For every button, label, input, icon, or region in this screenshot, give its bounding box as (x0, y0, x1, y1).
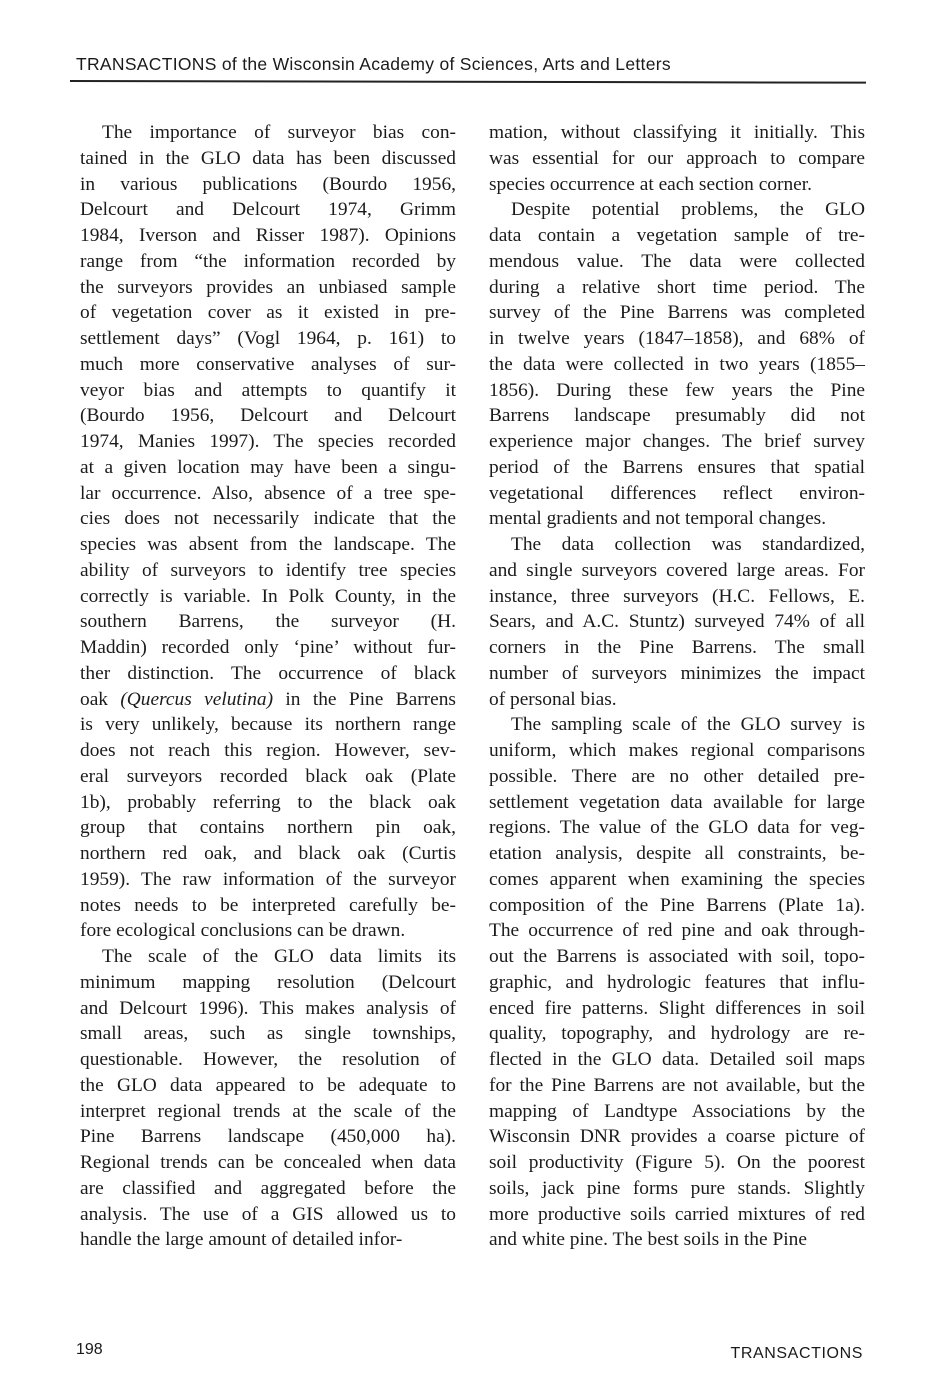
paragraph (489, 532, 865, 712)
text-line: mapping of Landtype Associations by the (489, 1100, 865, 1122)
text-line: uniform, which makes regional comparisons (489, 740, 865, 761)
text-line: out the Barrens is associated with soil, topo- (489, 946, 865, 967)
text-line: are classified and aggregated before the (80, 1177, 456, 1199)
text-line: southern Barrens, the surveyor (H. (80, 611, 456, 633)
text-line: more productive soils carried mixtures of red (489, 1203, 865, 1225)
text-line: 1856). During these few years the Pine (489, 379, 865, 401)
text-line: Wisconsin DNR provides a coarse picture of (489, 1126, 865, 1148)
text-line: is very unlikely, because its northern range (80, 714, 456, 736)
text-line: experience major changes. The brief survey (489, 431, 865, 452)
text-line: The sampling scale of the GLO survey is (511, 714, 865, 736)
text-line: etation analysis, despite all constraints, be- (489, 843, 865, 864)
text-line: eral surveyors recorded black oak (Plate (80, 765, 456, 787)
text-line: Maddin) recorded only ‘pine’ without fur- (80, 637, 456, 658)
text-line: Barrens landscape presumably did not (489, 405, 865, 427)
text-line: mation, without classifying it initially. This (489, 122, 865, 143)
text-line: and Delcourt 1996). This makes analysis of (80, 997, 456, 1019)
text-line: in various publications (Bourdo 1956, (80, 173, 456, 195)
text-line: the data were collected in two years (1855– (489, 353, 865, 375)
text-line: quality, topography, and hydrology are re- (489, 1023, 865, 1045)
paragraph (489, 712, 865, 1253)
text-line: cies does not necessarily indicate that the (80, 508, 456, 530)
text-line: mendous value. The data were collected (489, 250, 865, 272)
text-line: during a relative short time period. The (489, 276, 865, 298)
text-line: in twelve years (1847–1858), and 68% of (489, 328, 865, 349)
text-line: settlement days” (Vogl 1964, p. 161) to (80, 328, 456, 349)
text-line: ther distinction. The occurrence of black (80, 662, 456, 684)
text-line: Delcourt and Delcourt 1974, Grimm (80, 199, 456, 221)
text-line: the surveyors provides an unbiased sample (80, 276, 456, 298)
text-line: soil productivity (Figure 5). On the poorest (489, 1152, 865, 1173)
text-line: and single surveyors covered large areas. For (489, 559, 865, 581)
text-line: composition of the Pine Barrens (Plate 1a). (489, 894, 865, 916)
text-line: tained in the GLO data has been discussed (80, 147, 456, 169)
text-line: correctly is variable. In Polk County, in the (80, 585, 456, 607)
text-line: the GLO data appeared to be adequate to (80, 1074, 456, 1096)
text-line: graphic, and hydrologic features that influ- (489, 971, 865, 993)
text-line: of personal bias. (489, 688, 617, 710)
text-line: lar occurrence. Also, absence of a tree spe- (80, 482, 456, 504)
text-line: 1959). The raw information of the surveyor (80, 868, 456, 890)
text-line: interpret regional trends at the scale of the (80, 1100, 456, 1122)
text-line: and white pine. The best soils in the Pine (489, 1229, 807, 1251)
text-line: notes needs to be interpreted carefully be- (80, 894, 456, 916)
text-line: enced fire patterns. Slight differences in soil (489, 997, 865, 1019)
text-line: veyor bias and attempts to quantify it (80, 379, 456, 401)
text-line: flected in the GLO data. Detailed soil maps (489, 1049, 865, 1070)
text-line: mental gradients and not temporal changes. (489, 508, 827, 530)
text-line: for the Pine Barrens are not available, but the (489, 1074, 865, 1096)
header-rule (70, 80, 866, 84)
text-line: oak (Quercus velutina) in the Pine Barrens (80, 688, 456, 710)
text-line: minimum mapping resolution (Delcourt (80, 971, 456, 993)
text-line: does not reach this region. However, sev- (80, 740, 456, 761)
text-line: at a given location may have been a singu- (80, 456, 456, 478)
text-line: group that contains northern pin oak, (80, 817, 456, 839)
text-line: range from “the information recorded by (80, 250, 456, 272)
text-line: The data collection was standardized, (511, 534, 865, 555)
text-line: Pine Barrens landscape (450,000 ha). (80, 1126, 456, 1148)
text-line: analysis. The use of a GIS allowed us to (80, 1203, 456, 1225)
text-line: Regional trends can be concealed when data (80, 1152, 456, 1173)
text-line: much more conservative analyses of sur- (80, 353, 456, 375)
text-line: (Bourdo 1956, Delcourt and Delcourt (80, 405, 456, 427)
text-line: 1974, Manies 1997). The species recorded (80, 431, 456, 452)
text-line: instance, three surveyors (H.C. Fellows, E. (489, 585, 865, 607)
paragraph (489, 197, 865, 532)
text-line: The scale of the GLO data limits its (102, 946, 456, 967)
text-line: survey of the Pine Barrens was completed (489, 302, 865, 324)
text-line: ability of surveyors to identify tree species (80, 559, 456, 581)
text-line: possible. There are no other detailed pre- (489, 765, 865, 787)
text-line: regions. The value of the GLO data for veg- (489, 817, 865, 839)
text-line: soils, jack pine forms pure stands. Slightly (489, 1177, 865, 1199)
text-line: period of the Barrens ensures that spatial (489, 456, 865, 478)
paragraph (80, 120, 456, 944)
text-line: small areas, such as single townships, (80, 1023, 456, 1045)
footer-journal-title: TRANSACTIONS (730, 1345, 863, 1362)
left-column (80, 120, 456, 1253)
text-line: Sears, and A.C. Stuntz) surveyed 74% of all (489, 611, 865, 633)
text-line: northern red oak, and black oak (Curtis (80, 843, 456, 864)
text-line: vegetational differences reflect environ- (489, 482, 865, 504)
page-number: 198 (76, 1341, 103, 1358)
paragraph (80, 944, 456, 1253)
text-line: questionable. However, the resolution of (80, 1049, 456, 1070)
text-line: species occurrence at each section corner. (489, 173, 812, 195)
right-column (489, 120, 865, 1253)
running-head: TRANSACTIONS of the Wisconsin Academy of Sciences, Arts and Letters (76, 54, 671, 74)
italic-species-name: (Quercus velutina) (120, 688, 274, 710)
text-line: fore ecological conclusions can be drawn. (80, 920, 406, 942)
text-line: corners in the Pine Barrens. The small (489, 637, 865, 658)
text-line: The importance of surveyor bias con- (102, 122, 456, 143)
paragraph (489, 120, 865, 197)
text-line: settlement vegetation data available for large (489, 791, 865, 813)
text-line: comes apparent when examining the species (489, 868, 865, 890)
text-line: handle the large amount of detailed infor- (80, 1229, 403, 1251)
text-line: 1984, Iverson and Risser 1987). Opinions (80, 225, 456, 246)
text-line: The occurrence of red pine and oak through- (489, 920, 865, 942)
text-line: of vegetation cover as it existed in pre- (80, 302, 456, 324)
text-line: was essential for our approach to compare (489, 147, 865, 169)
text-line: 1b), probably referring to the black oak (80, 791, 456, 813)
text-line: species was absent from the landscape. The (80, 534, 456, 555)
text-line: data contain a vegetation sample of tre- (489, 225, 865, 246)
text-line: number of surveyors minimizes the impact (489, 662, 865, 684)
text-line: Despite potential problems, the GLO (511, 199, 865, 221)
